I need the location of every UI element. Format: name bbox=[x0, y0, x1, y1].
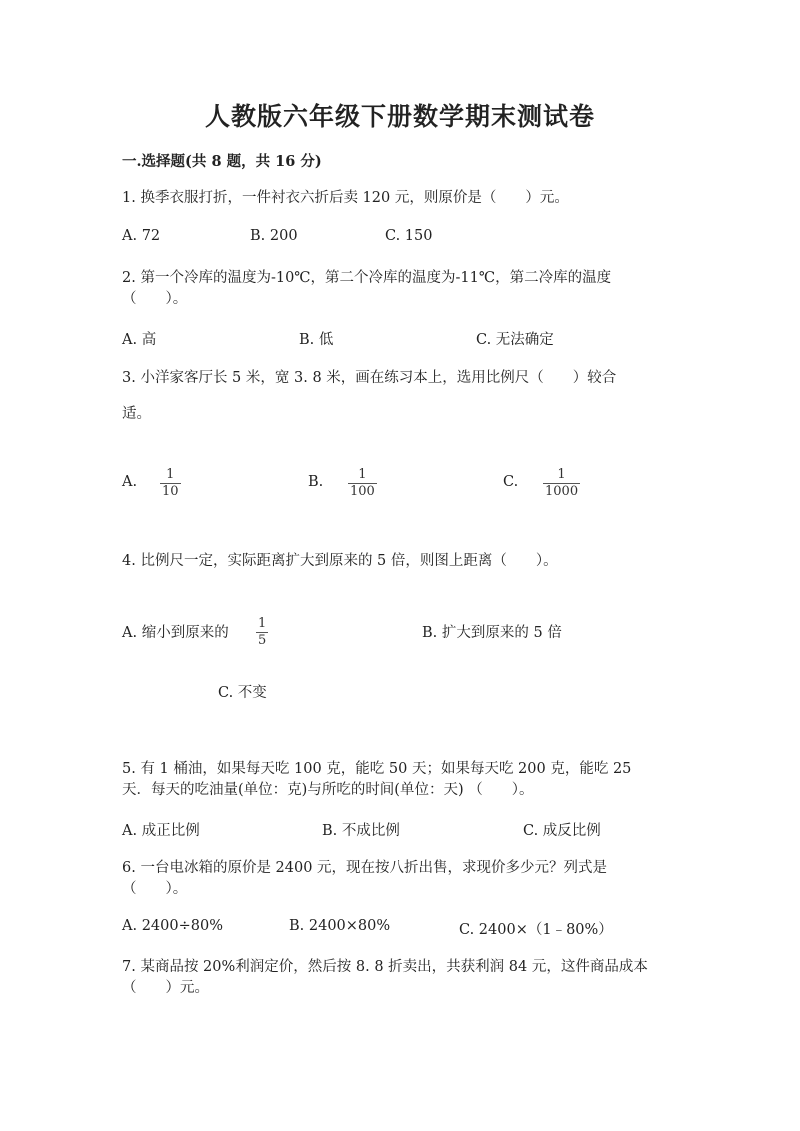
question-3-text-line2: 适。 bbox=[122, 406, 151, 422]
question-6-option-b: B. 2400×80% bbox=[289, 918, 391, 934]
question-3-fraction-a bbox=[160, 468, 181, 499]
question-1-option-c: C. 150 bbox=[385, 228, 433, 244]
question-4-option-c: C. 不变 bbox=[218, 685, 267, 701]
question-2-text-line1: 2. 第一个冷库的温度为-10℃，第二个冷库的温度为-11℃，第二冷库的温度 bbox=[122, 270, 612, 286]
fraction-numerator: 1 bbox=[166, 467, 175, 482]
section-heading: 一.选择题(共 8 题，共 16 分) bbox=[122, 153, 322, 170]
question-1-text: 1. 换季衣服打折，一件衬衣六折后卖 120 元，则原价是（ ）元。 bbox=[122, 190, 569, 206]
question-3-fraction-c bbox=[543, 468, 580, 499]
fraction-denominator: 100 bbox=[350, 484, 375, 499]
question-2-option-b: B. 低 bbox=[299, 332, 334, 348]
question-2-option-c: C. 无法确定 bbox=[476, 332, 554, 348]
question-5-option-a: A. 成正比例 bbox=[122, 823, 200, 839]
question-1-option-a: A. 72 bbox=[122, 228, 161, 244]
question-1-option-b: B. 200 bbox=[250, 228, 298, 244]
question-3-option-a: A. bbox=[122, 474, 138, 490]
question-5-option-c: C. 成反比例 bbox=[523, 823, 601, 839]
question-4-fraction-a bbox=[256, 617, 268, 648]
page-title: 人教版六年级下册数学期末测试卷 bbox=[204, 102, 595, 131]
question-3-option-c: C. bbox=[503, 474, 519, 490]
fraction-numerator: 1 bbox=[557, 467, 566, 482]
question-3-option-b: B. bbox=[308, 474, 324, 490]
question-3-text-line1: 3. 小洋家客厅长 5 米，宽 3. 8 米，画在练习本上，选用比例尺（ ）较合 bbox=[122, 370, 617, 386]
question-6-text-line1: 6. 一台电冰箱的原价是 2400 元，现在按八折出售，求现价多少元？列式是 bbox=[122, 860, 608, 876]
question-4-text: 4. 比例尺一定，实际距离扩大到原来的 5 倍，则图上距离（ ）。 bbox=[122, 553, 558, 569]
question-5-text-line2: 天．每天的吃油量(单位：克)与所吃的时间(单位：天) （ ）。 bbox=[122, 782, 534, 798]
question-2-text-line2: （ ）。 bbox=[122, 291, 188, 307]
question-3-fraction-b bbox=[348, 468, 377, 499]
question-2-option-a: A. 高 bbox=[122, 332, 157, 348]
question-6-option-c: C. 2400×（1﹣80%） bbox=[459, 922, 613, 938]
question-7-text-line1: 7. 某商品按 20%利润定价，然后按 8. 8 折卖出，共获利润 84 元，这件商品成本 bbox=[122, 959, 648, 975]
fraction-numerator: 1 bbox=[258, 616, 267, 631]
fraction-numerator: 1 bbox=[358, 467, 367, 482]
fraction-denominator: 10 bbox=[162, 484, 179, 499]
fraction-denominator: 5 bbox=[258, 633, 267, 648]
question-5-option-b: B. 不成比例 bbox=[322, 823, 400, 839]
question-6-option-a: A. 2400÷80% bbox=[122, 918, 223, 934]
fraction-denominator: 1000 bbox=[545, 484, 579, 499]
question-4-option-a: A. 缩小到原来的 bbox=[122, 625, 229, 641]
question-6-text-line2: （ ）。 bbox=[122, 881, 188, 897]
question-7-text-line2: （ ）元。 bbox=[122, 980, 209, 996]
question-4-option-b: B. 扩大到原来的 5 倍 bbox=[422, 625, 562, 641]
question-5-text-line1: 5. 有 1 桶油，如果每天吃 100 克，能吃 50 天；如果每天吃 200 克，能吃 25 bbox=[122, 761, 632, 777]
